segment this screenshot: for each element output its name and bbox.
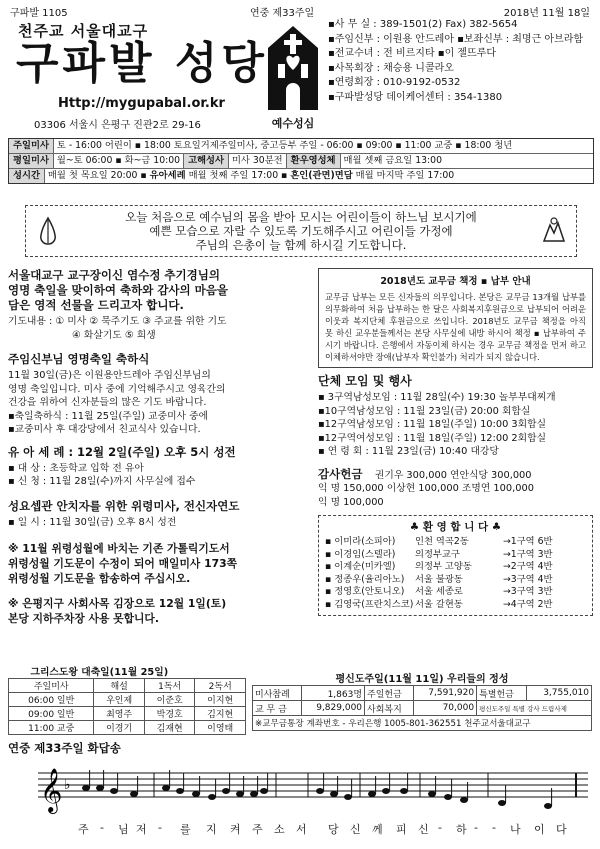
brand-subtitle: 천주교 서울대교구 [18,22,149,40]
member-origin: 서울 세종로 [415,586,463,598]
infant-baptism-text: ▪ 신 청 : 11월 28일(수)까지 사무실에 접수 [8,476,196,487]
psalm-title: 연중 제33주일 화답송 [8,741,121,755]
mass-servers-table [8,664,246,735]
member-district: →1구역 6반 [503,536,553,547]
lyric-syllable: 소 [274,823,285,836]
sunday-mass-label: 주일미사 [9,139,54,153]
table-row [9,679,246,693]
member-name: ▪ 이계순(미카엘) [325,561,396,573]
cardinal-feast-title: 영명 축일을 맞이하여 축하와 감사의 마음을 [8,283,228,297]
member-district: →3구역 3반 [503,586,553,598]
tithe-notice-box [318,268,593,368]
welcome-member-row [325,599,586,612]
lyric-syllable: 를 [180,823,191,836]
note-head [96,785,104,791]
table-row [9,693,246,707]
note-head [192,791,200,797]
brand-title: 구파발 성당 [16,38,268,89]
header [10,18,590,136]
table-cell: 1,863명 [302,686,365,701]
note-head [316,788,324,794]
note-head [162,785,170,791]
table-cell: 사회복지 [365,701,414,716]
info-line: ▪전교수녀 : 전 비르지타 ▪이 젤뜨루다 [328,48,497,59]
servers-table-title: 그리스도왕 대축일(11월 25일) [30,667,169,678]
right-column [318,268,593,616]
note-head [428,791,436,797]
lyric-syllable: - [158,821,162,834]
confession-times: 미사 30분전 [229,155,286,166]
member-district: →1구역 3반 [503,548,553,560]
music-staff [8,759,592,819]
cardinal-feast-title: 담은 영적 선물을 드리고자 합니다. [8,298,184,312]
infant-baptism-text: ▪ 대 상 : 초등학교 입학 전 유아 [8,462,144,474]
table-cell: 06:00 일반 [9,693,94,707]
treble-clef-icon: 𝄞 [40,768,63,812]
marriage-label: 혼인(관면)면담 [290,170,353,181]
lyric-syllable: 저 [136,823,147,836]
note-head [110,788,118,794]
table-row [253,686,592,701]
pastor-feast-text: 영명 축일입니다. 미사 중에 기억해주시고 영육간의 [8,383,226,395]
lyric-syllable: 나 [510,823,521,836]
lyric-syllable: 서 [296,823,307,836]
lyric-syllable: 께 [372,823,383,836]
responsorial-psalm [8,741,592,841]
member-district: →3구역 4반 [503,573,553,585]
thanks-offering-row: 익 명 150,000 이상현 100,000 조명연 100,000 [318,483,534,494]
cardinal-feast-title: 서울대교구 교구장이신 염수정 추기경님의 [8,268,220,282]
flat-sign-icon: ♭ [64,777,71,793]
group-row: ▪ 연 령 회 : 11월 23일(금) 10:40 대강당 [318,446,499,457]
group-row: ▪10구역남성모임 : 11월 23일(금) 20:00 회합실 [318,405,531,417]
lyric-syllable: 다 [556,823,567,836]
lyric-syllable: - [492,821,496,834]
parking-notice: 본당 지하주차장 사용 못합니다. [8,612,159,625]
table-cell: 이준호 [144,693,195,707]
table-cell: 이경기 [94,721,145,735]
thanks-offering-row: 권기우 300,000 연안식당 300,000 [374,469,532,481]
prayer-notice: 위령성월 기도문을 함송하여 주십시오. [8,572,191,585]
note-head [382,788,390,794]
note-head [208,794,216,800]
table-cell: 70,000 [414,701,477,716]
schedule-row-sunday [9,139,593,154]
note-head [176,788,184,794]
holy-hour-label: 성시간 [9,169,45,183]
table-row [9,707,246,721]
pastor-feast-text: ▪교중미사 후 대강당에서 친교식사 있습니다. [8,424,201,435]
praying-hands-icon [32,215,64,247]
left-column [8,268,308,626]
table-cell: 박경호 [144,707,195,721]
offering-table [252,670,592,731]
table-cell: 김지현 [195,707,246,721]
memorial-mass-text: ▪ 일 시 : 11월 30일(금) 오후 8시 성전 [8,516,177,528]
info-line: ▪사목회장 : 채승용 니콜라오 [328,62,454,74]
member-origin: 서울 갈현동 [415,598,463,610]
church-logo [266,26,320,130]
welcome-members-title: ♣ 환 영 합 니 다 ♣ [409,521,502,533]
lyric-syllable: 켜 [230,823,241,836]
first-communion-line: 오늘 처음으로 예수님의 몸을 받아 모시는 어린이들이 하느님 보시기에 [125,210,477,224]
lyric-syllable: - [438,821,442,834]
member-origin: 의정부 고양동 [415,561,472,573]
sick-communion-label: 환우영성체 [286,154,341,168]
lyric-syllable: - [100,821,104,834]
welcome-member-row [325,574,586,587]
table-row [253,701,592,716]
member-origin: 서울 불광동 [415,573,463,585]
note-head [460,797,468,803]
first-communion-line: 예쁜 모습으로 자랄 수 있도록 기도해주시고 어린이들 가정에 [149,224,453,238]
group-row: ▪ 3구역남성모임 : 11월 28일(수) 19:30 놀부부대찌개 [318,392,556,403]
member-district: →4구역 2반 [503,598,553,610]
psalm-lyrics [8,821,592,837]
info-line: ▪주임신부 : 이원용 안드레아 ▪보좌신부 : 최명근 아브라함 [328,33,584,45]
parish-address: 03306 서울시 은평구 진관2로 29-16 [34,120,201,131]
member-name: ▪ 이미라(소피아) [325,536,396,547]
table-cell: 평신도주일 특별 강사 드림사제 [477,701,592,716]
member-district: →2구역 4반 [503,561,553,573]
table-header-cell: 1독서 [144,679,195,693]
pastor-feast-text: 11월 30일(금)은 이원용안드레아 주임신부님의 [8,370,211,381]
tithe-notice-body: 교무금 납부는 모든 신자들의 의무입니다. 본당은 교무금 13개월 납부를 의무화하여 처음 납부하는 한 달은 사회복지후원금으로 납부되어 어려운 이웃과 복지단체 후원금으로 쓰입니다. 2018년도 교무금 책정을 아직 못 하신 교우분들께서는 본당 사무실에 내방 하시어 책정 ▪ 납부하여 주시기 바랍니다. 은행에서 자동이체 하시는 경우 교무금 책정을 먼저 하고 이체하셔야만 장애(납부자 확인불가) 처리가 되지 않습니다. [325,292,586,362]
table-header-cell: 주일미사 [9,679,94,693]
pastor-feast-text: 건강을 위하여 신자분들의 많은 기도 바랍니다. [8,397,207,408]
table-cell: 이지현 [195,693,246,707]
table-row [9,721,246,735]
prayer-content: ④ 화살기도 ⑤ 희생 [72,329,156,341]
mass-schedule [8,138,594,184]
member-origin: 의정부교구 [415,548,460,560]
lyric-syllable: 주 [78,823,89,836]
table-cell: 이영태 [195,721,246,735]
welcome-member-row [325,561,586,574]
table-cell: 교 무 금 [253,701,302,716]
table-cell: 11:00 교중 [9,721,94,735]
note-head [82,785,90,791]
table-cell: 우인제 [94,693,145,707]
logo-caption: 예수성심 [271,117,315,130]
website-url[interactable]: Http://mygupabal.or.kr [58,96,225,111]
table-header-cell: 2독서 [195,679,246,693]
parking-notice: ※ 은평지구 사회사목 김장으로 12월 1일(토) [8,597,227,610]
welcome-members-box [318,515,593,616]
infant-baptism-times: 매월 첫째 주일 17:00 ▪ [185,170,291,181]
table-cell: 9,829,000 [302,701,365,716]
holy-hour-times: 매월 첫 목요일 20:00 ▪ [44,170,150,181]
note-head [400,788,408,794]
hands-icon [538,215,570,247]
church-icon [266,26,320,110]
sick-communion-times: 매월 셋째 금요일 13:00 [340,155,443,166]
lyric-syllable: 피 [396,823,407,836]
note-head [444,794,452,800]
table-cell: 3,755,010 [527,686,592,701]
first-communion-line: 주님의 은총이 늘 함께 하시길 기도합니다. [195,238,407,252]
pastor-feast-title: 주임신부님 영명축일 축하식 [8,352,150,366]
lyric-syllable: 신 [418,823,429,836]
note-head [260,788,268,794]
infant-baptism-title: 유 아 세 례 : 12월 2일(주일) 오후 5시 성전 [8,444,236,459]
table-cell: 09:00 일반 [9,707,94,721]
tithe-notice-title: 2018년도 교무금 책정 ▪ 납부 안내 [380,276,531,287]
note-head [544,803,552,809]
offering-table-title: 평신도주일(11월 11일) 우리들의 정성 [335,674,509,685]
lyric-syllable: 지 [206,823,217,836]
note-head [498,800,506,806]
member-name: ▪ 정영호(안토니오) [325,586,405,598]
lyric-syllable: 이 [534,823,545,836]
note-head [330,791,338,797]
info-line: ▪연령회장 : 010-9192-0532 [328,77,461,88]
thanks-offering-row: 익 명 100,000 [318,496,384,508]
lyric-syllable: 하 [456,823,467,836]
thanks-offering [318,467,593,510]
infant-baptism-label: 유아세례 [149,170,186,181]
parish-info [328,18,590,105]
bank-account-note: ※교무금통장 계좌번호 - 우리은행 1005-801-362551 천주교서울대교구 [253,716,592,731]
table-cell: 최영주 [94,707,145,721]
marriage-times: 매월 마지막 주일 17:00 [352,170,455,181]
weekday-mass-label: 평일미사 [9,154,54,168]
liturgical-week: 연중 제33주일 [250,8,315,19]
weekday-mass-times: 월~토 06:00 ▪ 화~금 10:00 [53,155,184,166]
note-head [236,791,244,797]
prayer-notice: ※ 11월 위령성월에 바치는 기존 가톨릭기도서 [8,542,230,555]
note-head [344,794,352,800]
table-header-cell: 해설 [94,679,145,693]
info-line: ▪구파발성당 데이케어센터 : 354-1380 [328,91,503,103]
groups-title: 단체 모임 및 행사 [318,374,412,388]
prayer-content: 기도내용 : ① 미사 ② 묵주기도 ③ 주교를 위한 기도 [8,316,227,327]
note-head [222,788,230,794]
welcome-member-row [325,586,586,599]
group-row: ▪12구역여성모임 : 11월 18일(주일) 12:00 2회합실 [318,432,547,444]
first-communion-text [66,210,536,252]
note-head [368,791,376,797]
member-name: ▪ 이경임(스텔라) [325,548,396,560]
member-name: ▪ 김영국(프란치스코) [325,598,414,610]
issue-number: 구파발 1105 [10,8,68,19]
memorial-mass-title: 성요셉관 안치자를 위한 위령미사, 전신자연도 [8,498,240,513]
note-head [250,791,258,797]
sunday-mass-times: 토 - 16:00 어린이 ▪ 18:00 토요일거제주일미사, 중고등부 주일 - 06:00 ▪ 09:00 ▪ 11:00 교중 ▪ 18:00 청년 [53,140,513,151]
thanks-offering-title: 감사헌금 [318,466,363,481]
table-row [253,716,592,731]
first-communion-box [25,205,577,257]
lyric-syllable: 주 [252,823,263,836]
info-line: ▪사 무 실 : 389-1501(2) Fax) 382-5654 [328,19,518,30]
pastor-feast-text: ▪축일축하식 : 11월 25일(주일) 교중미사 중에 [8,410,209,422]
lyric-syllable: 신 [350,823,361,836]
table-cell: 미사참례 [253,686,302,701]
table-cell: 특별헌금 [477,686,527,701]
welcome-member-row [325,536,586,549]
lyric-syllable: 님 [118,823,129,836]
table-cell: 주일헌금 [365,686,414,701]
confession-label: 고해성사 [183,154,229,168]
table-cell: 김재현 [144,721,195,735]
schedule-row-sacraments [9,169,593,183]
table-cell: 7,591,920 [414,686,477,701]
schedule-row-weekday [9,154,593,169]
lyric-syllable: 당 [328,823,339,836]
welcome-member-row [325,549,586,562]
member-name: ▪ 정종우(율리아노) [325,573,405,585]
group-row: ▪12구역남성모임 : 11월 18일(주일) 10:00 3회합실 [318,419,547,430]
issue-date: 2018년 11월 18일 [503,8,590,19]
member-origin: 인천 역곡2동 [415,536,469,547]
lyric-syllable: - [474,821,478,834]
top-line [10,4,590,18]
prayer-notice: 위령성월 기도문이 수정이 되어 매일미사 173쪽 [8,557,238,570]
note-head [130,791,138,797]
